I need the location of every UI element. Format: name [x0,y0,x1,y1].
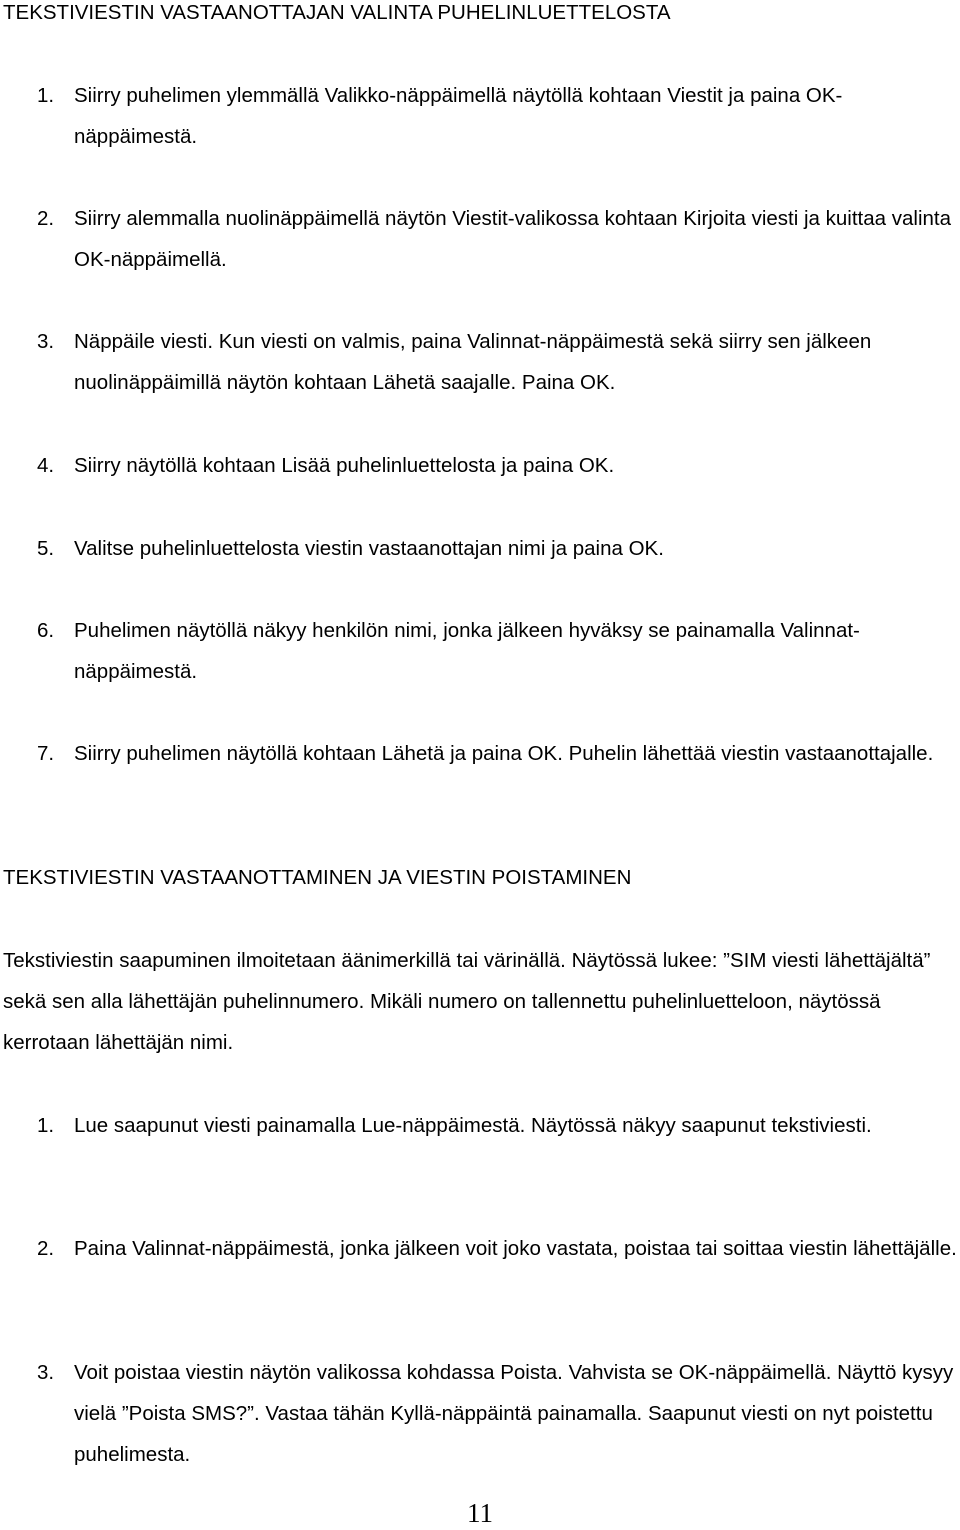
list-item-number: 7. [37,742,55,765]
list-item [37,1352,960,1475]
list-item [37,528,960,569]
list-item-number: 6. [37,619,55,642]
list-item [37,75,960,157]
list-item-text: Puhelimen näytöllä näkyy henkilön nimi, jonka jälkeen hyväksy se painamalla Valinnat-näppäimestä. [74,619,860,683]
list-item-number: 1. [37,84,55,107]
list-item-number: 5. [37,537,55,560]
list-item [37,733,960,774]
list-item-text: Siirry puhelimen näytöllä kohtaan Lähetä ja paina OK. Puhelin lähettää viestin vastaanottajalle. [74,742,934,765]
list-item-text: Siirry näytöllä kohtaan Lisää puhelinluettelosta ja paina OK. [74,454,615,477]
list-item-number: 1. [37,1114,55,1137]
list-item-text: Siirry puhelimen ylemmällä Valikko-näppäimellä näytöllä kohtaan Viestit ja paina OK-näppäimestä. [74,84,843,148]
list-item-text: Paina Valinnat-näppäimestä, jonka jälkeen voit joko vastata, poistaa tai soittaa viestin lähettäjälle. [74,1237,957,1260]
list-item-number: 2. [37,1237,55,1260]
list-item-text: Lue saapunut viesti painamalla Lue-näppäimestä. Näytössä näkyy saapunut tekstiviesti. [74,1114,872,1137]
list-item-number: 4. [37,454,55,477]
list-item [37,445,960,486]
list-item-number: 2. [37,207,55,230]
intro-paragraph: Tekstiviestin saapuminen ilmoitetaan äänimerkillä tai värinällä. Näytössä lukee: ”SIM viesti lähettäjältä” sekä sen alla lähettäjän puhelinnumero. Mikäli numero on tallennettu puhelinluetteloon, näytössä kerrotaan lähettäjän nimi. [3,949,931,1054]
section-heading-receive-and-delete: TEKSTIVIESTIN VASTAANOTTAMINEN JA VIESTIN POISTAMINEN [3,866,632,889]
list-item-text: Näppäile viesti. Kun viesti on valmis, paina Valinnat-näppäimestä sekä siirry sen jälkeen nuolinäppäimillä näytön kohtaan Lähetä saajalle. Paina OK. [74,330,872,394]
section-heading-recipient-selection: TEKSTIVIESTIN VASTAANOTTAJAN VALINTA PUHELINLUETTELOSTA [3,1,671,24]
list-item-number: 3. [37,1361,55,1384]
list-item [37,1228,960,1269]
list-item-text: Voit poistaa viestin näytön valikossa kohdassa Poista. Vahvista se OK-näppäimellä. Näyttö kysyy vielä ”Poista SMS?”. Vastaa tähän Kyllä-näppäintä painamalla. Saapunut viesti on nyt poistettu puhelimesta. [74,1361,954,1466]
list-item-text: Valitse puhelinluettelosta viestin vastaanottajan nimi ja paina OK. [74,537,664,560]
page-number: 11 [467,1498,493,1528]
list-item [37,610,960,692]
list-item [37,1105,960,1146]
list-item-text: Siirry alemmalla nuolinäppäimellä näytön Viestit-valikossa kohtaan Kirjoita viesti ja kuittaa valinta OK-näppäimellä. [74,207,951,271]
list-item [37,198,960,280]
list-item [37,321,960,403]
list-item-number: 3. [37,330,55,353]
